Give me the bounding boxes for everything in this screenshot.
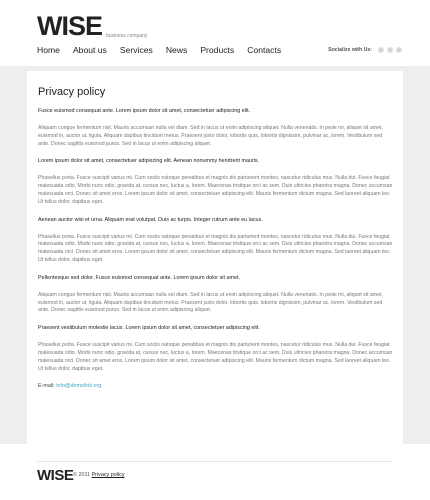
rss-icon[interactable]: r <box>396 47 402 53</box>
footer <box>0 444 430 500</box>
policy-paragraph: Aliquam congue fermentum nisl. Mauris accumsan nulla vel diam. Sed in lacus ut enim adipiscing aliquet. Nulla venenatis. In pede mi, aliquet sit amet, euismod in, auctor ut, ligula. Aliquam dapibus tincidunt metus. Praesent justo dolor, lobortis quis, lobortis dignissim, pulvinar ac, lorem. Vestibulum sed ante. Donec sagittis euismod purus. Sed in lacus ut enim adipiscing aliquet. <box>38 291 383 314</box>
policy-paragraph: Phasellus porta. Fusce suscipit varius mi. Cum sociis natoque penatibus et magnis dis parturient montes, nascetur ridiculus mus. Nulla dui. Fusce feugiat malesuada odio. Morbi nunc odio, gravida at, cursus nec, luctus a, lorem. Maecenas tristique orci ac sem. Duis ultricies pharetra magna. Donec accumsan malesuada orci. Donec sit amet eros. Lorem ipsum dolor sit amet, consectetuer adipiscing elit. Mauris fermentum dictum magna. Sed laoreet aliquam leo. Ut tellus dolor, dapibus eget. <box>38 342 393 372</box>
policy-heading: Lorem ipsum dolor sit amet, consectetuer adipiscing elit. Aenean nonummy hendrerit mauris. <box>38 158 260 165</box>
nav-contacts[interactable]: Contacts <box>247 45 282 55</box>
policy-body <box>38 108 394 389</box>
main-nav <box>37 45 294 55</box>
logo[interactable]: WISE <box>37 11 103 41</box>
email-line <box>38 383 394 389</box>
policy-paragraph: Phasellus porta. Fusce suscipit varius mi. Cum sociis natoque penatibus et magnis dis parturient montes, nascetur ridiculus mus. Nulla dui. Fusce feugiat malesuada odio. Morbi nunc odio, gravida at, cursus nec, luctus a, lorem. Maecenas tristique orci ac sem. Duis ultricies pharetra magna. Donec accumsan malesuada orci. Donec sit amet eros. Lorem ipsum dolor sit amet, consectetuer adipiscing elit. Mauris fermentum dictum magna. Sed laoreet aliquam leo. Ut tellus dolor, dapibus eget. <box>38 175 393 205</box>
email-label: E-mail: <box>38 383 55 390</box>
facebook-icon[interactable]: f <box>378 47 384 53</box>
nav-home[interactable]: Home <box>37 45 60 55</box>
nav-about-us[interactable]: About us <box>72 45 107 55</box>
nav-services[interactable]: Services <box>119 45 153 55</box>
policy-heading: Pellentesque sed dolor. Fusce euismod consequat ante. Lorem ipsum dolor sit amet. <box>38 274 240 281</box>
social-links <box>328 47 402 53</box>
policy-heading: Fusce euismod consequat ante. Lorem ipsum dolor sit amet, consectetuer adipiscing elit. <box>38 108 251 114</box>
privacy-policy-link[interactable]: Privacy policy <box>91 472 125 478</box>
tagline: business company <box>106 33 148 39</box>
twitter-icon[interactable]: t <box>387 47 393 53</box>
policy-heading: Aenean auctor wisi et urna. Aliquam erat volutpat. Duis ac turpis. Integer rutrum ante eu lacus. <box>38 216 263 223</box>
nav-news[interactable]: News <box>165 45 188 55</box>
content-panel <box>27 71 403 444</box>
policy-paragraph: Phasellus porta. Fusce suscipit varius mi. Cum sociis natoque penatibus et magnis dis parturient montes, nascetur ridiculus mus. Nulla dui. Fusce feugiat malesuada odio. Morbi nunc odio, gravida at, cursus nec, luctus a, lorem. Maecenas tristique orci ac sem. Duis ultricies pharetra magna. Donec accumsan malesuada orci. Donec sit amet eros. Lorem ipsum dolor sit amet, consectetuer adipiscing elit. Mauris fermentum dictum magna. Sed laoreet aliquam leo. Ut tellus dolor, dapibus eget. <box>38 233 393 263</box>
header <box>0 0 430 66</box>
email-link[interactable]: info@demolink.org <box>56 383 102 390</box>
footer-divider <box>37 461 393 462</box>
copyright <box>73 472 125 478</box>
page-title: Privacy policy <box>38 86 106 98</box>
footer-logo[interactable]: WISE <box>37 467 74 484</box>
copyright-text: © 2011 <box>73 472 91 478</box>
social-label: Socialize with Us: <box>328 47 372 53</box>
policy-paragraph: Aliquam congue fermentum nisl. Mauris accumsan nulla vel diam. Sed in lacus ut enim adipiscing aliquet. Nulla venenatis. In pede mi, aliquet sit amet, euismod in, auctor ut, ligula. Aliquam dapibus tincidunt metus. Praesent justo dolor, lobortis quis, lobortis dignissim, pulvinar ac, lorem. Vestibulum sed ante. Donec sagittis euismod purus. Sed in lacus ut enim adipiscing aliquet. <box>38 125 383 147</box>
policy-heading: Praesent vestibulum molestie lacus. Lorem ipsum dolor sit amet, consectetuer adipiscing elit. <box>38 325 260 332</box>
nav-products[interactable]: Products <box>200 45 235 55</box>
